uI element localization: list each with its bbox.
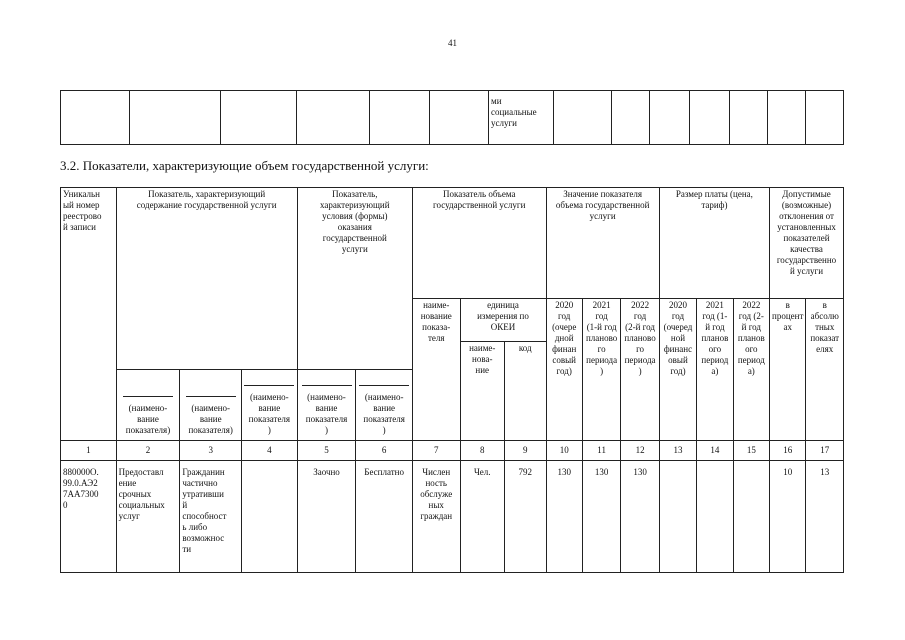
table-row: [61, 461, 844, 573]
cell: [650, 91, 690, 145]
header-value-2022: 2022 год (2-й год планово го периода ): [621, 299, 659, 441]
header-fee-2020: 2020 год (очеред ной финанс овый год): [659, 299, 696, 441]
cell: [221, 91, 297, 145]
header-subindicator-3: (наимено- вание показателя ): [242, 370, 298, 441]
header-subindicator-1: (наимено- вание показателя): [116, 370, 180, 441]
cell: [690, 91, 730, 145]
form-cell: Заочно: [297, 461, 356, 573]
registry-number-cell: 880000О. 99.0.АЭ2 7АА7300 0: [61, 461, 117, 573]
blank-line: [186, 396, 236, 397]
column-number: 17: [806, 441, 844, 461]
cell: [612, 91, 650, 145]
header-deviation: Допустимые (возможные) отклонения от установленных показателей качества государственно й услуги: [770, 188, 844, 299]
header-subindicator-2: (наимено- вание показателя): [180, 370, 242, 441]
column-number: 10: [546, 441, 582, 461]
column-numbers-row: [61, 441, 844, 461]
column-number: 5: [297, 441, 356, 461]
header-fee-2021: 2021 год (1- й год планов ого период а): [697, 299, 733, 441]
value-2020-cell: 130: [546, 461, 582, 573]
blank-line: [244, 385, 294, 386]
value-2021-cell: 130: [582, 461, 620, 573]
column-number: 12: [621, 441, 659, 461]
recipient-category-cell: Гражданин частично утративши й способност ь либо возможнос ти: [180, 461, 242, 573]
cell: [730, 91, 768, 145]
indicator-name-cell: Числен ность обслуже ных граждан: [412, 461, 460, 573]
fee-2021-cell: [697, 461, 733, 573]
column-number: 9: [505, 441, 547, 461]
cell: [297, 91, 370, 145]
column-number: 16: [770, 441, 806, 461]
header-conditions-indicator: Показатель, характеризующий условия (формы) оказания государственной услуги: [297, 188, 412, 370]
cell: [806, 91, 844, 145]
empty-cell: [242, 461, 298, 573]
header-value-2021: 2021 год (1-й год планово го периода ): [582, 299, 620, 441]
column-number: 13: [659, 441, 696, 461]
header-code: код: [505, 342, 547, 441]
header-value-2020: 2020 год (очере дной финан совый год): [546, 299, 582, 441]
continuation-table: [60, 90, 844, 145]
column-number: 15: [733, 441, 769, 461]
column-number: 11: [582, 441, 620, 461]
fee-2020-cell: [659, 461, 696, 573]
header-percent: в процент ах: [770, 299, 806, 441]
fee-2022-cell: [733, 461, 769, 573]
header-fee-2022: 2022 год (2- й год планов ого период а): [733, 299, 769, 441]
blank-line: [123, 396, 173, 397]
column-number: 2: [116, 441, 180, 461]
header-subindicator-5: (наимено- вание показателя ): [356, 370, 413, 441]
header-fee: Размер платы (цена, тариф): [659, 188, 769, 299]
column-number: 14: [697, 441, 733, 461]
column-number: 7: [412, 441, 460, 461]
header-unit-okei: единица измерения по ОКЕИ: [460, 299, 546, 342]
cell: [370, 91, 430, 145]
header-content-indicator: Показатель, характеризующий содержание государственной услуги: [116, 188, 297, 370]
header-volume-indicator: Показатель объема государственной услуги: [412, 188, 546, 299]
cell: [768, 91, 806, 145]
header-unique-number: Уникальн ый номер реестрово й записи: [61, 188, 117, 441]
header-absolute: в абсолю тных показат елях: [806, 299, 844, 441]
page-number: 41: [448, 38, 457, 48]
cell: [61, 91, 130, 145]
code-cell: 792: [505, 461, 547, 573]
unit-cell: Чел.: [460, 461, 505, 573]
column-number: 3: [180, 441, 242, 461]
blank-line: [302, 385, 352, 386]
column-number: 4: [242, 441, 298, 461]
header-subindicator-4: (наимено- вание показателя ): [297, 370, 356, 441]
cell: [130, 91, 221, 145]
service-content-cell: Предоставл ение срочных социальных услуг: [116, 461, 180, 573]
cell: [554, 91, 612, 145]
deviation-percent-cell: 10: [770, 461, 806, 573]
cell-service-text: ми социальные услуги: [489, 91, 554, 145]
value-2022-cell: 130: [621, 461, 659, 573]
header-unit-name: наиме- нова- ние: [460, 342, 505, 441]
header-indicator-name: наиме- нование показа- теля: [412, 299, 460, 441]
continuation-row: [61, 91, 844, 145]
header-indicator-value: Значение показателя объема государственной услуги: [546, 188, 659, 299]
blank-line: [359, 385, 409, 386]
cell: [430, 91, 489, 145]
deviation-absolute-cell: 13: [806, 461, 844, 573]
column-number: 1: [61, 441, 117, 461]
volume-indicators-table: [60, 187, 844, 573]
section-heading: 3.2. Показатели, характеризующие объем государственной услуги:: [60, 158, 429, 173]
payment-cell: Бесплатно: [356, 461, 413, 573]
column-number: 6: [356, 441, 413, 461]
column-number: 8: [460, 441, 505, 461]
